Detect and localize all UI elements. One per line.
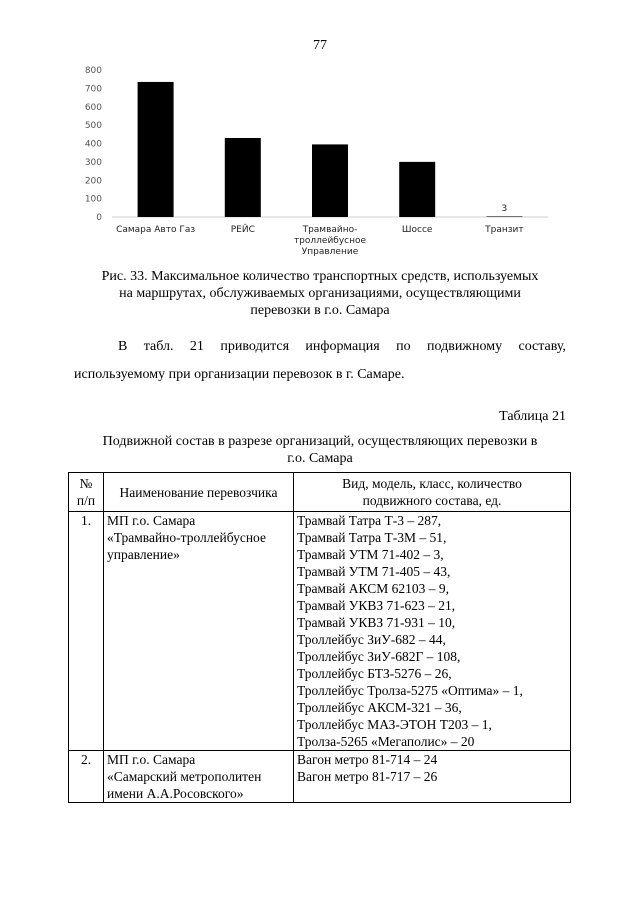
cell-line: Тролза-5265 «Мегаполис» – 20 [297,734,475,749]
table-label: Таблица 21 [499,409,566,424]
cell-line: «Самарский метрополитен [107,769,262,784]
chart-category-label: Самара Авто Газ [116,225,196,235]
chart-y-tick-label: 400 [84,139,102,150]
cell-line: Трамвай УТМ 71-402 – 3, [297,547,444,562]
cell-line: Троллейбус АКСМ-321 – 36, [297,700,462,715]
table-row [69,512,571,751]
cell-line: Вагон метро 81-714 – 24 [297,752,438,767]
chart-category-label: Транзит [485,225,524,235]
figure-caption-line: перевозки в г.о. Самара [250,303,390,318]
cell-carrier [104,512,294,751]
cell-line: Вагон метро 81-717 – 26 [297,769,438,784]
figure-caption-line: на маршрутах, обслуживаемых организациями, осуществляющими [119,286,521,301]
chart-category-label: Трамвайно- [302,225,358,235]
header-carrier: Наименование перевозчика [104,473,294,512]
cell-line: МП г.о. Самара [107,752,196,767]
header-num [69,473,104,512]
table-header-row [69,473,571,512]
header-text: Вид, модель, класс, количество [342,476,522,491]
chart-y-tick-label: 700 [84,84,102,95]
chart-y-tick-label: 200 [84,176,102,187]
table-title-line: г.о. Самара [287,451,353,466]
cell-num: 1. [69,512,104,751]
cell-line: Трамвай УТМ 71-405 – 43, [297,564,451,579]
chart-bar [225,138,261,217]
cell-stock [294,751,571,803]
chart-y-tick-label: 500 [84,121,102,132]
table-title [70,433,570,467]
cell-line: управление» [107,547,180,562]
cell-line: Троллейбус БТЗ-5276 – 26, [297,666,452,681]
header-text: № [79,476,93,491]
paragraph-line: используемому при организации перевозок в г. Самаре. [74,367,405,382]
cell-line: Троллейбус ЗиУ-682 – 44, [297,632,446,647]
header-stock [294,473,571,512]
figure-caption-line: Рис. 33. Максимальное количество транспортных средств, используемых [101,269,539,284]
figure-caption [70,268,570,319]
bar-chart [80,62,550,262]
cell-line: МП г.о. Самара [107,513,196,528]
cell-line: Трамвай Татра Т-3М – 51, [297,530,447,545]
chart-category-label: РЕЙС [230,225,255,235]
cell-line: имени А.А.Росовского» [107,786,244,801]
chart-y-tick-label: 800 [84,66,102,76]
chart-category-label: троллейбусное [293,236,367,246]
chart-y-tick-label: 100 [84,194,102,205]
header-text: п/п [76,493,96,508]
cell-num: 2. [69,751,104,803]
chart-y-tick-label: 300 [84,157,102,168]
cell-line: «Трамвайно-троллейбусное [107,530,266,545]
cell-line: Трамвай УКВЗ 71-931 – 10, [297,615,456,630]
cell-carrier [104,751,294,803]
chart-bars [138,82,523,217]
chart-bar [312,144,348,217]
paragraph-line: В табл. 21 приводится информация по подвижному составу, [118,339,566,354]
chart-data-label: 3 [501,204,508,214]
chart-bar [399,162,435,217]
chart-category-labels [116,223,524,257]
cell-line: Трамвай УКВЗ 71-623 – 21, [297,598,456,613]
table-row [69,751,571,803]
chart-bar [486,216,522,217]
cell-line: Трамвай Татра Т-3 – 287, [297,513,442,528]
cell-line: Троллейбус МАЗ-ЭТОН Т203 – 1, [297,717,492,732]
page-number: 77 [313,38,327,53]
rolling-stock-table [68,472,571,803]
cell-line: Троллейбус Тролза-5275 «Оптима» – 1, [297,683,523,698]
cell-line: Трамвай АКСМ 62103 – 9, [297,581,449,596]
cell-line: Троллейбус ЗиУ-682Г – 108, [297,649,461,664]
header-text: подвижного состава, ед. [362,493,502,508]
chart-bar [138,82,174,217]
chart-y-tick-label: 0 [96,213,102,223]
table-title-line: Подвижной состав в разрезе организаций, осуществляющих перевозки в [102,434,538,449]
chart-y-ticks [85,66,102,223]
chart-category-label: Управление [301,247,359,257]
cell-stock [294,512,571,751]
chart-category-label: Шоссе [401,225,433,235]
chart-y-tick-label: 600 [84,102,102,113]
